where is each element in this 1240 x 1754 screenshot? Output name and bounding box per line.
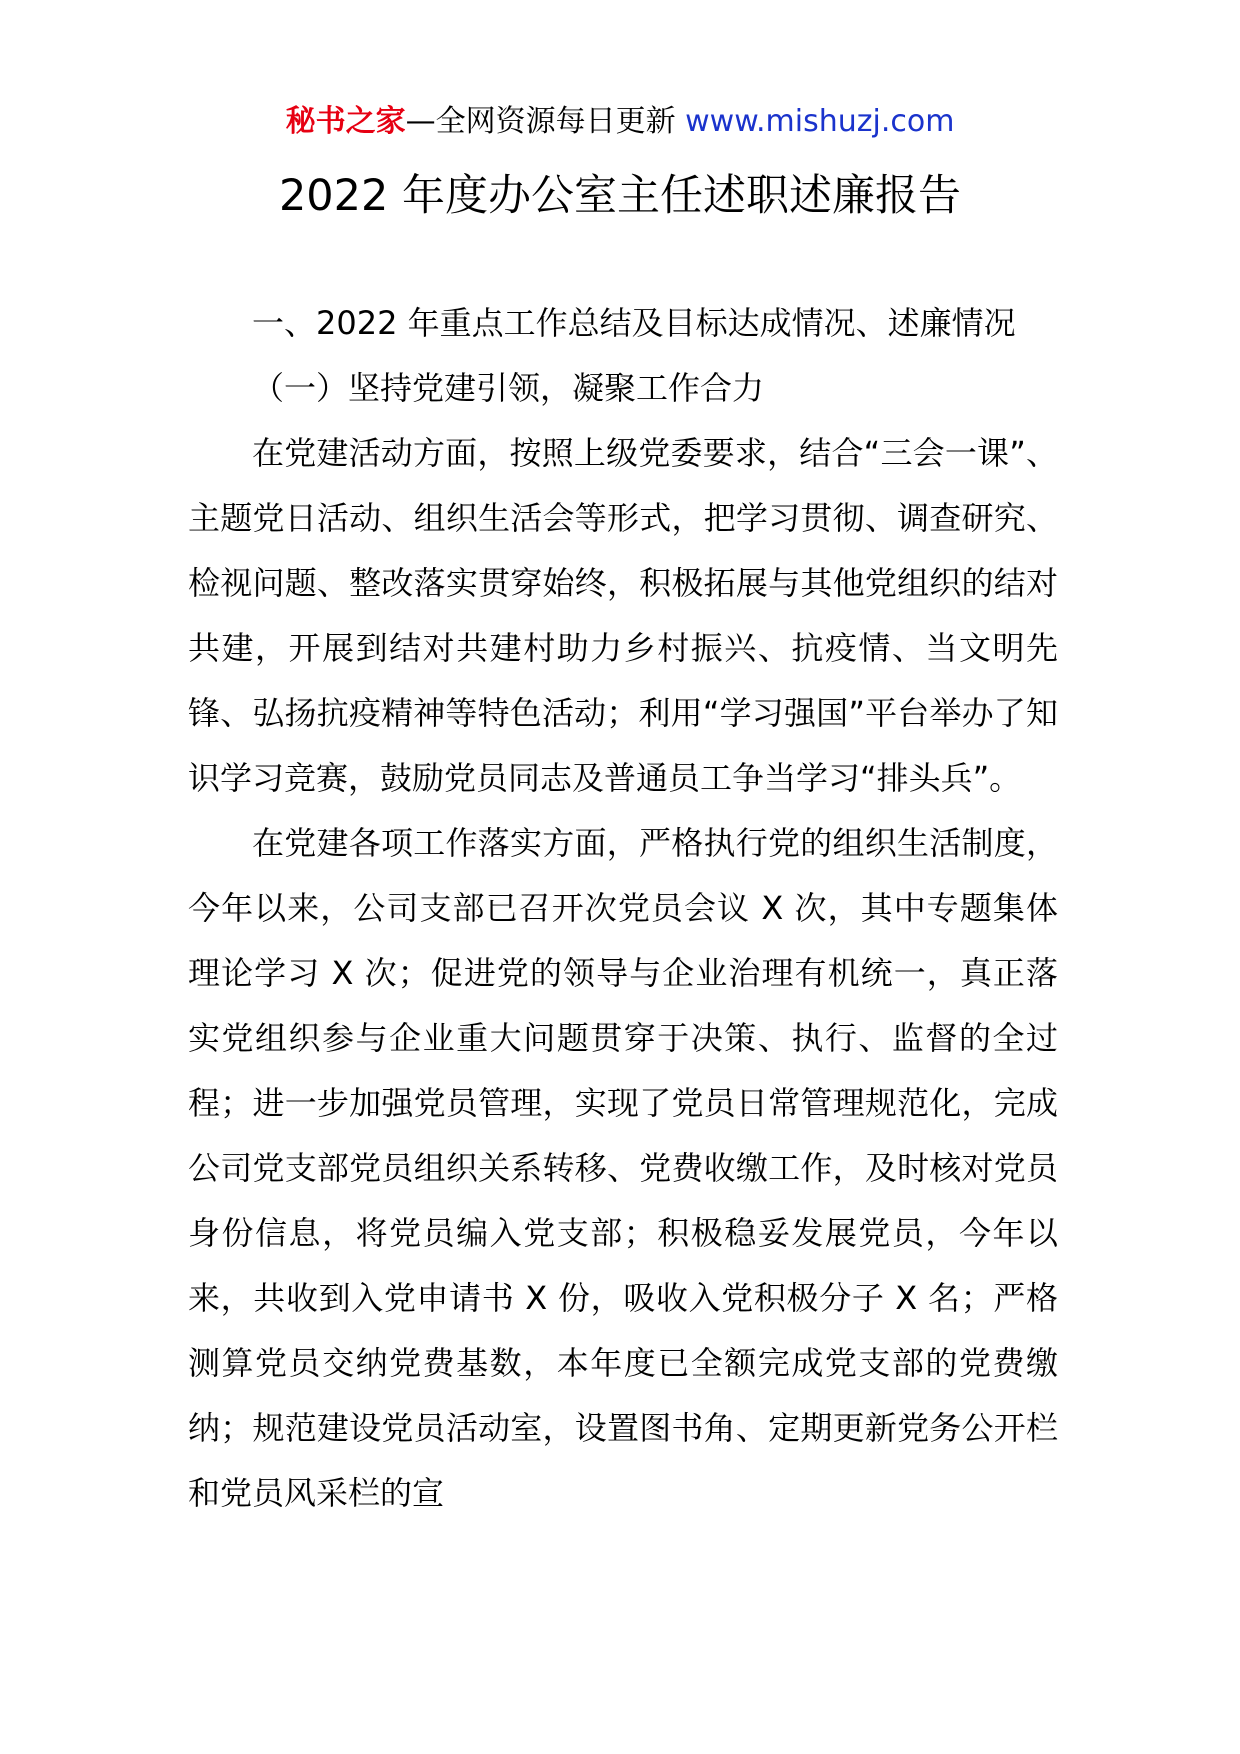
document-title: 2022 年度办公室主任述职述廉报告 <box>278 171 962 221</box>
document-body <box>188 291 1058 1526</box>
banner-slogan: —全网资源每日更新 <box>405 104 686 139</box>
banner-brand: 秘书之家 <box>285 104 406 139</box>
banner-url-link[interactable]: www.mishuzj.com <box>685 104 955 139</box>
body-paragraph: 在党建活动方面，按照上级党委要求，结合“三会一课”、主题党日活动、组织生活会等形式，把学习贯彻、调查研究、检视问题、整改落实贯穿始终，积极拓展与其他党组织的结对共建，开展到结对共建村助力乡村振兴、抗疫情、当文明先锋、弘扬抗疫精神等特色活动；利用“学习强国”平台举办了知识学习竞赛，鼓励党员同志及普通员工争当学习“排头兵”。 <box>188 434 1058 797</box>
body-paragraph: 在党建各项工作落实方面，严格执行党的组织生活制度，今年以来，公司支部已召开次党员会议 X 次，其中专题集体理论学习 X 次；促进党的领导与企业治理有机统一，真正落实党组织参与企业重大问题贯穿于决策、执行、监督的全过程；进一步加强党员管理，实现了党员日常管理规范化，完成公司党支部党员组织关系转移、党费收缴工作，及时核对党员身份信息，将党员编入党支部；积极稳妥发展党员，今年以来，共收到入党申请书 X 份，吸收入党积极分子 X 名；严格测算党员交纳党费基数，本年度已全额完成党支部的党费缴纳；规范建设党员活动室，设置图书角、定期更新党务公开栏和党员风采栏的宣 <box>188 824 1058 1512</box>
section-heading: 一、2022 年重点工作总结及目标达成情况、述廉情况 <box>252 304 1016 342</box>
section-subheading: （一）坚持党建引领，凝聚工作合力 <box>252 369 765 407</box>
site-banner <box>0 100 1240 144</box>
